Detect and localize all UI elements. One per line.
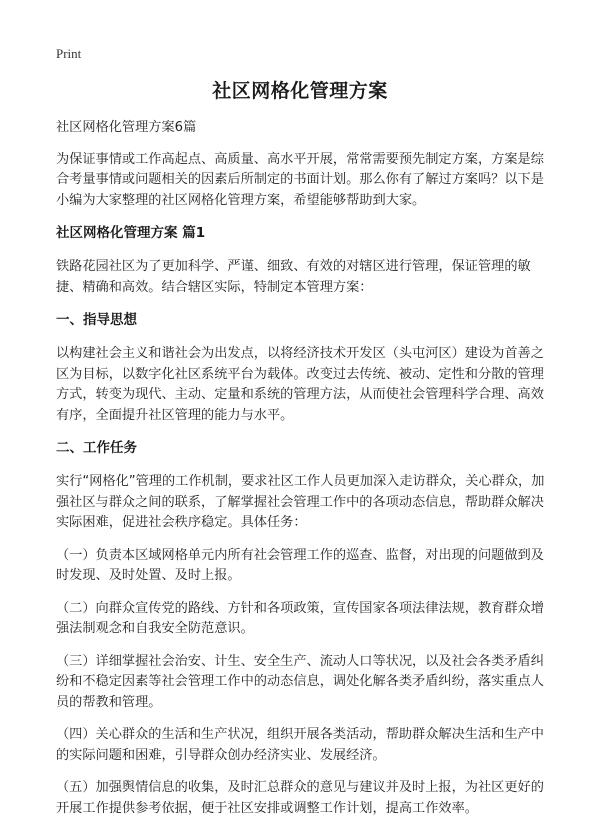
- section-heading-guiding-ideology: 一、指导思想: [56, 312, 137, 328]
- print-link[interactable]: Print: [56, 46, 82, 61]
- document-subtitle: 社区网格化管理方案6篇: [56, 120, 197, 135]
- intro-paragraph: 为保证事情或工作高起点、高质量、高水平开展，常常需要预先制定方案，方案是综合考量事情或问题相关的因素后所制定的书面计划。那么你有了解过方案吗？以下是小编为大家整理的社区网格化管理方案，希望能够帮助到大家。: [56, 151, 544, 208]
- task-item: （三）详细掌握社会治安、计生、安全生产、流动人口等状况，以及社会各类矛盾纠纷和不稳定因素等社会管理工作中的动态信息，调处化解各类矛盾纠纷，落实重点人员的帮教和管理。: [56, 653, 544, 710]
- task-item: （二）向群众宣传党的路线、方针和各项政策，宣传国家各项法律法规，教育群众增强法制观念和自我安全防范意识。: [56, 600, 544, 636]
- section-heading-work-tasks: 二、工作任务: [56, 440, 137, 456]
- page-title: 社区网格化管理方案: [212, 80, 388, 102]
- article-heading: 社区网格化管理方案 篇1: [56, 225, 206, 241]
- task-item: （一）负责本区域网格单元内所有社会管理工作的巡查、监督，对出现的问题做到及时发现、及时处置、及时上报。: [56, 547, 544, 583]
- section-paragraph-guiding-ideology: 以构建社会主义和谐社会为出发点，以将经济技术开发区（头屯河区）建设为首善之区为目标，以数字化社区系统平台为载体。改变过去传统、被动、定性和分散的管理方式，转变为现代、主动、定量和系统的管理方法，从而使社会管理科学合理、高效有序，全面提升社区管理的能力与水平。: [56, 346, 544, 423]
- task-item: （五）加强舆情信息的收集，及时汇总群众的意见与建议并及时上报，为社区更好的开展工作提供参考依据，便于社区安排或调整工作计划，提高工作效率。: [56, 780, 544, 816]
- article-intro-paragraph: 铁路花园社区为了更加科学、严谨、细致、有效的对辖区进行管理，保证管理的敏捷、精确和高效。结合辖区实际，特制定本管理方案：: [56, 259, 531, 295]
- task-item: （四）关心群众的生活和生产状况，组织开展各类活动，帮助群众解决生活和生产中的实际问题和困难，引导群众创办经济实业、发展经济。: [56, 727, 544, 763]
- document-body: [56, 118, 550, 831]
- section-paragraph-work-tasks: 实行“网格化”管理的工作机制，要求社区工作人员更加深入走访群众，关心群众，加强社区与群众之间的联系，了解掌握社会管理工作中的各项动态信息，帮助群众解决实际困难，促进社会秩序稳定。具体任务：: [56, 474, 545, 530]
